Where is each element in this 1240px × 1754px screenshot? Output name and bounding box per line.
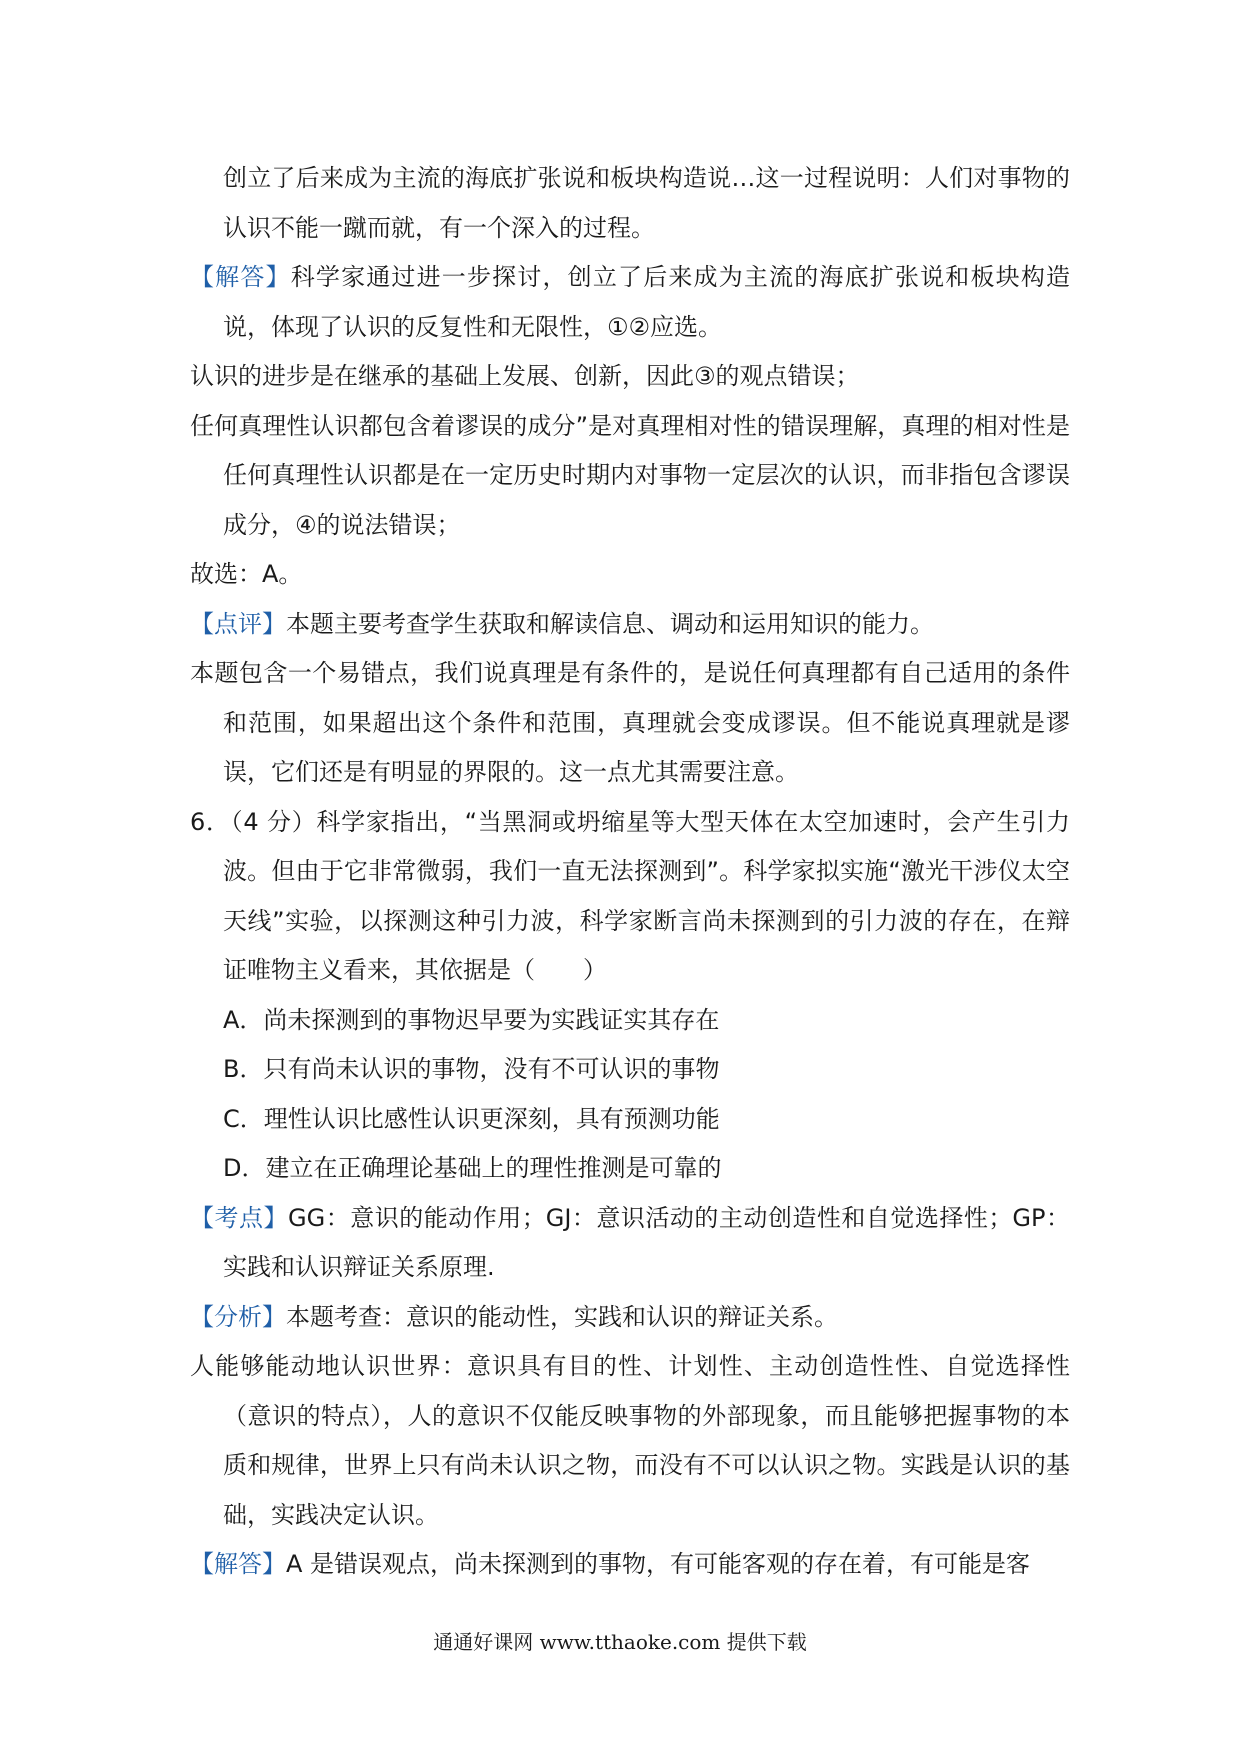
paragraph: 认识的进步是在继承的基础上发展、创新，因此③的观点错误； bbox=[190, 362, 860, 390]
options-list bbox=[190, 996, 1070, 1194]
question-stem: 6．（4 分）科学家指出，“当黑洞或坍缩星等大型天体在太空加速时，会产生引力波。但由于它非常微弱，我们一直无法探测到”。科学家拟实施“激光干涉仪太空天线”实验，以探测这种引力波，科学家断言尚未探测到的引力波的存在，在辩证唯物主义看来，其依据是（ ） bbox=[190, 807, 1070, 984]
paragraph: 本题包含一个易错点，我们说真理是有条件的，是说任何真理都有自己适用的条件和范围，如果超出这个条件和范围，真理就会变成谬误。但不能说真理就是谬误，它们还是有明显的界限的。这一点尤其需要注意。 bbox=[190, 659, 1070, 786]
knowledge-point-section: 【考点】GG：意识的能动作用；GJ：意识活动的主动创造性和自觉选择性；GP：实践和认识辩证关系原理. bbox=[190, 1203, 1070, 1281]
page-content bbox=[190, 154, 1070, 1590]
choice-result: 故选：A。 bbox=[190, 560, 303, 588]
analysis-tag: 【分析】 bbox=[190, 1302, 286, 1331]
knowledge-point-tag: 【考点】 bbox=[190, 1203, 289, 1232]
question-number: 6．（4 分） bbox=[190, 807, 317, 836]
answer-tag: 【解答】 bbox=[190, 1550, 286, 1578]
paragraph: 任何真理性认识都包含着谬误的成分”是对真理相对性的错误理解，真理的相对性是任何真理性认识都是在一定历史时期内对事物一定层次的认识，而非指包含谬误成分，④的说法错误； bbox=[190, 411, 1070, 539]
page-footer: 通通好课网 www.tthaoke.com 提供下载 bbox=[433, 1630, 807, 1654]
answer-tag: 【解答】 bbox=[190, 263, 291, 291]
paragraph: 人能够能动地认识世界：意识具有目的性、计划性、主动创造性性、自觉选择性（意识的特点），人的意识不仅能反映事物的外部现象，而且能够把握事物的本质和规律，世界上只有尚未认识之物，而没有不可以认识之物。实践是认识的基础，实践决定认识。 bbox=[190, 1352, 1070, 1529]
option-c: C．理性认识比感性认识更深刻，具有预测功能 bbox=[223, 1104, 720, 1133]
option-b: B．只有尚未认识的事物，没有不可认识的事物 bbox=[223, 1055, 720, 1083]
answer-section-2: 【解答】A 是错误观点，尚未探测到的事物，有可能客观的存在着，有可能是客 bbox=[190, 1550, 1031, 1578]
option-d: D．建立在正确理论基础上的理性推测是可靠的 bbox=[223, 1154, 722, 1182]
answer-section-1: 【解答】科学家通过进一步探讨，创立了后来成为主流的海底扩张说和板块构造说，体现了认识的反复性和无限性，①②应选。 bbox=[190, 263, 1071, 341]
comment-tag: 【点评】 bbox=[190, 609, 286, 638]
continued-paragraph: 创立了后来成为主流的海底扩张说和板块构造说…这一过程说明：人们对事物的认识不能一蹴而就，有一个深入的过程。 bbox=[223, 164, 1070, 242]
analysis-section: 【分析】本题考查：意识的能动性，实践和认识的辩证关系。 bbox=[190, 1302, 838, 1331]
comment-section: 【点评】本题主要考查学生获取和解读信息、调动和运用知识的能力。 bbox=[190, 609, 934, 638]
option-a: A．尚未探测到的事物迟早要为实践证实其存在 bbox=[223, 1005, 720, 1034]
